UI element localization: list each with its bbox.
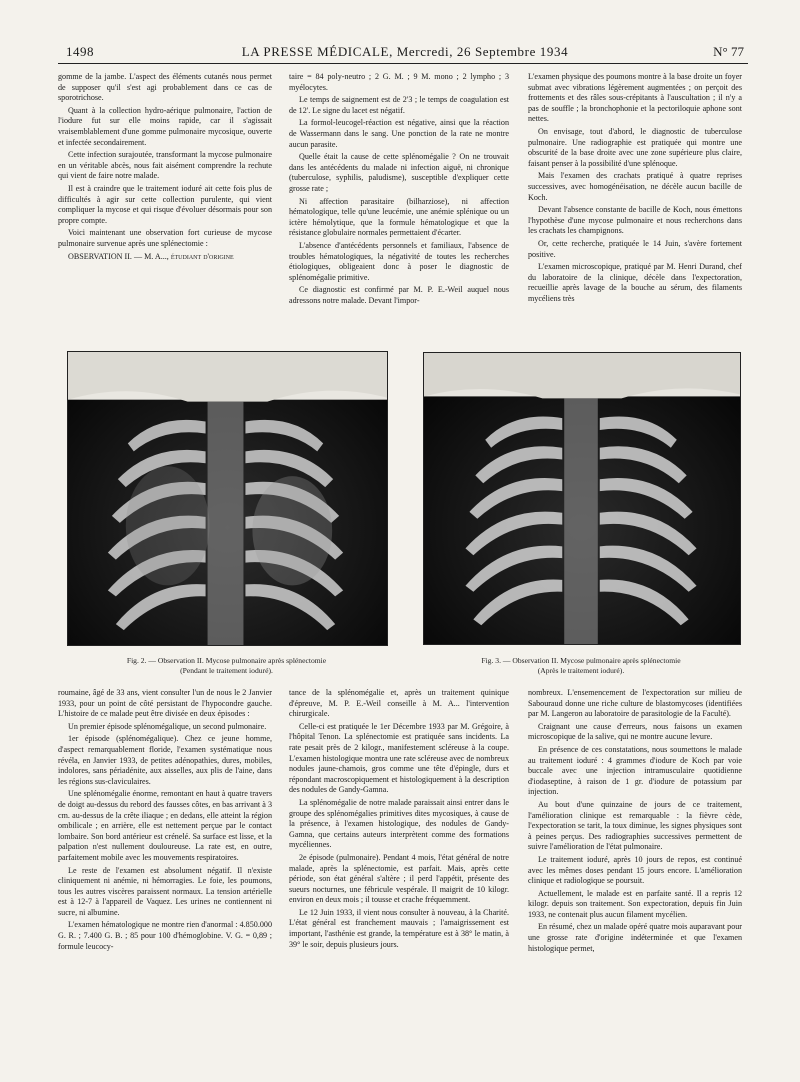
observation-heading: OBSERVATION II. — M. A..., étudiant d'origine xyxy=(68,251,234,261)
paragraph: nombreux. L'ensemencement de l'expectoration sur milieu de Sabouraud donne une riche culture de blastomycoses (identifiées par M. Langeron au laboratoire de parasitologie de la Faculté). xyxy=(528,688,742,719)
paragraph: Une splénomégalie énorme, remontant en haut à quatre travers de doigt au-dessus du rebord des fausses côtes, en bas arrivant à 3 cm. au-dessus de la crête iliaque ; en dedans, elle atteint la région ombilicale ; en arrière, elle est nettement perçue par le contact lombaire. Son bord antérieur est crénelé. Sa surface est lisse, et la palpation n'est nullement douloureuse. La rate est, en outre, parfaitement mobile avec les mouvements respiratoires. xyxy=(58,789,272,862)
paragraph: roumaine, âgé de 33 ans, vient consulter l'un de nous le 2 Janvier 1933, pour un point de côté persistant de l'hypocondre gauche. L'histoire de ce malade peut être divisée en deux épisodes : xyxy=(58,688,272,719)
header-rule xyxy=(58,63,748,64)
chest-radiograph xyxy=(68,352,387,645)
issue-number: N° 77 xyxy=(713,44,744,59)
paragraph: La splénomégalie de notre malade paraissait ainsi entrer dans le groupe des splénomégalies primitives dites mycosiques, à cause de la présence, à l'examen histologique, des nodules de Gandy-Gamna, que certains auteurs interprètent comme des formations mycéliennes. xyxy=(289,797,509,850)
paragraph: L'examen hématologique ne montre rien d'anormal : 4.850.000 G. R. ; 7.400 G. B. ; 85 pour 100 d'hémoglobine. V. G. = 0,89 ; formule leucocy- xyxy=(58,920,272,951)
paragraph: Voici maintenant une observation fort curieuse de mycose pulmonaire survenue après une splénectomie : xyxy=(58,228,272,248)
paragraph: En présence de ces constatations, nous soumettons le malade au traitement ioduré : 4 grammes d'iodure de Koch par voie buccale avec une injection intramusculaire quotidienne d'iodaseptine, à raison de 1 gr. d'iodure de potassium par injection. xyxy=(528,744,742,797)
paragraph: 1er épisode (splénomégalique). Chez ce jeune homme, d'aspect remarquablement floride, l'examen systématique nous révéla, en Janvier 1933, de petites adénopathies, dures, mobiles, indolores, sans périadénite, aux aisselles, aux plis de l'aine, dans les régions sus-claviculaires. xyxy=(58,734,272,786)
paragraph: Celle-ci est pratiquée le 1er Décembre 1933 par M. Grégoire, à l'hôpital Tenon. La splénectomie est pratiquée sans incidents. La rate pesait près de 2 kilogr., manifestement scléreuse à la coupe. L'examen histologique montra une rate scléreuse avec de nombreux nodules jaune-chamois, gros comme une tête d'épingle, durs et répondant macroscopiquement et histologiquement à la description des nodules de Gandy-Gamna. xyxy=(289,721,509,795)
paragraph: La formol-leucogel-réaction est négative, ainsi que la réaction de Wassermann dans le sang. Une ponction de la rate ne montre aucun parasite. xyxy=(289,118,509,149)
caption-line: (Pendant le traitement ioduré). xyxy=(180,665,273,675)
bottom-column-1 xyxy=(58,688,272,954)
paragraph: Il est à craindre que le traitement ioduré ait cette fois plus de difficultés à agir sur cette collection purulente, qui vient compliquer la mycose et qui risque d'évoluer désormais pour son propre compte. xyxy=(58,183,272,225)
caption-line: (Après le traitement ioduré). xyxy=(537,665,625,675)
paragraph: Or, cette recherche, pratiquée le 14 Juin, s'avère fortement positive. xyxy=(528,238,742,259)
paragraph: En résumé, chez un malade opéré quatre mois auparavant pour une grosse rate d'origine indéterminée et que l'examen histologique permet, xyxy=(528,922,742,953)
paragraph: Ce diagnostic est confirmé par M. P. E.-Weil auquel nous adressons notre malade. Devant l'impor- xyxy=(289,285,509,305)
xray-figure-2 xyxy=(67,351,388,646)
paragraph: Cette infection surajoutée, transformant la mycose pulmonaire en un véritable abcès, nous fait aisément comprendre la rechute qui vient de faire notre malade. xyxy=(58,150,272,181)
paragraph: gomme de la jambe. L'aspect des éléments cutanés nous permet de supposer qu'il s'est agi probablement dans ce cas de sporotrichose. xyxy=(58,72,272,103)
bottom-column-3 xyxy=(528,688,742,956)
paragraph: Le reste de l'examen est absolument négatif. Il n'existe cliniquement ni anémie, ni hémorragies. Le foie, les poumons, tous les autres viscères paraissent normaux. La tension artérielle est à 12-7 à l'appareil de Vaquez. Les urines ne contiennent ni sucre, ni albumine. xyxy=(58,865,272,917)
paragraph: taire = 84 poly-neutro ; 2 G. M. ; 9 M. mono ; 2 lympho ; 3 myélocytes. xyxy=(289,72,509,92)
paragraph: On envisage, tout d'abord, le diagnostic de tuberculose pulmonaire. Une radiographie est pratiquée qui montre une obscurité de la base droite avec une zone supérieure plus claire, faisant penser à la possibilité d'une splénoque. xyxy=(528,126,742,168)
paragraph: Actuellement, le malade est en parfaite santé. Il a repris 12 kilogr. depuis son traitement. Son expectoration, depuis fin Juin 1933, ne contenait plus aucun filament mycélien. xyxy=(528,888,742,919)
paragraph: Devant l'absence constante de bacille de Koch, nous émettons l'hypothèse d'une mycose pulmonaire et nous recherchons dans les crachats les champignons. xyxy=(528,205,742,236)
page-header xyxy=(66,44,744,62)
caption-line: Fig. 2. — Observation II. Mycose pulmonaire après splénectomie xyxy=(126,656,327,665)
paragraph: Mais l'examen des crachats pratiqué à quatre reprises successives, avec homogénéisation, ne décèle aucun bacille de Koch. xyxy=(528,171,742,202)
paragraph: Au bout d'une quinzaine de jours de ce traitement, l'amélioration clinique est remarquable : la fièvre cède, l'expectoration se tarit, la toux diminue, les signes physiques sont à peines perçus. Des radiographies successives permettent de suivre l'amélioration de l'état pulmonaire. xyxy=(528,799,742,852)
bottom-column-2 xyxy=(289,688,509,952)
page-number: 1498 xyxy=(66,44,94,59)
chest-radiograph xyxy=(424,353,740,644)
paragraph: tance de la splénomégalie et, après un traitement quinique d'épreuve, M. P. E.-Weil conseille à M. A... l'intervention chirurgicale. xyxy=(289,688,509,719)
xray-figure-3 xyxy=(423,352,741,645)
paragraph: Quant à la collection hydro-aérique pulmonaire, l'action de l'iodure fut sur elle moins rapide, car il s'agissait vraisemblablement d'une gomme pulmonaire mycosique, ouverte et infectée secondairement. xyxy=(58,105,272,147)
top-column-2 xyxy=(289,72,509,308)
paragraph: L'examen microscopique, pratiqué par M. Henri Durand, chef du laboratoire de la clinique, décèle dans l'expectoration, recueillie après lavage de la bouche au sérum, des filaments mycéliens très xyxy=(528,262,742,303)
paragraph: Un premier épisode splénomégalique, un second pulmonaire. xyxy=(68,721,267,731)
top-column-1 xyxy=(58,72,272,264)
paragraph: L'absence d'antécédents personnels et familiaux, l'absence de troubles hématologiques, la négativité de toutes les recherches étiologiques, obligeaient donc à poser le diagnostic de splénomégalie primitive. xyxy=(289,240,509,282)
figure-3-caption xyxy=(423,656,739,675)
paragraph: Quelle était la cause de cette splénomégalie ? On ne trouvait dans les antécédents du malade ni infection aiguë, ni chronique (tuberculose, syphilis, paludisme), susceptible d'expliquer cette grosse rate ; xyxy=(289,152,509,193)
paragraph: 2e épisode (pulmonaire). Pendant 4 mois, l'état général de notre malade, après la splénectomie, est parfait. Mais, après cette période, son état général s'altère ; il perd l'appétit, présente des sueurs nocturnes, une fébricule vespérale. Il maigrit de 10 kilogr. environ en deux mois ; il tousse et crache fréquemment. xyxy=(289,852,509,905)
caption-line: Fig. 3. — Observation II. Mycose pulmonaire après splénectomie xyxy=(481,656,681,665)
paragraph: Le traitement ioduré, après 10 jours de repos, est continué avec les mêmes doses pendant 15 jours encore. L'amélioration clinique et radiologique se poursuit. xyxy=(528,854,742,886)
paragraph: L'examen physique des poumons montre à la base droite un foyer submat avec vibrations légèrement augmentées ; on perçoit des frottements et des râles sous-crépitants à l'auscultation ; il n'y a pas de souffle ; la bronchophonie et la pectoriloquie aphone sont nettes. xyxy=(528,72,742,124)
figure-2-caption xyxy=(67,656,386,675)
top-column-3 xyxy=(528,72,742,306)
paragraph: Le temps de saignement est de 2'3 ; le temps de coagulation est de 12'. Le signe du lacet est négatif. xyxy=(289,95,509,115)
paragraph: Ni affection parasitaire (bilharziose), ni affection hématologique, telle qu'une leucémie, une anémie splénique ou un ictère hémolytique, que la formule hématologique et que la résistance globulaire normales permettaient d'écarter. xyxy=(289,196,509,238)
paragraph: Le 12 Juin 1933, il vient nous consulter à nouveau, à la Charité. L'état général est franchement mauvais ; l'amaigrissement est important, l'asthénie est grande, la température est à 38° le matin, à 39° le soir, depuis plusieurs jours. xyxy=(289,907,509,949)
journal-title: LA PRESSE MÉDICALE, Mercredi, 26 Septembre 1934 xyxy=(241,44,569,59)
paragraph: Craignant une cause d'erreurs, nous faisons un examen microscopique de la salive, qui ne montre aucune levure. xyxy=(528,721,742,742)
